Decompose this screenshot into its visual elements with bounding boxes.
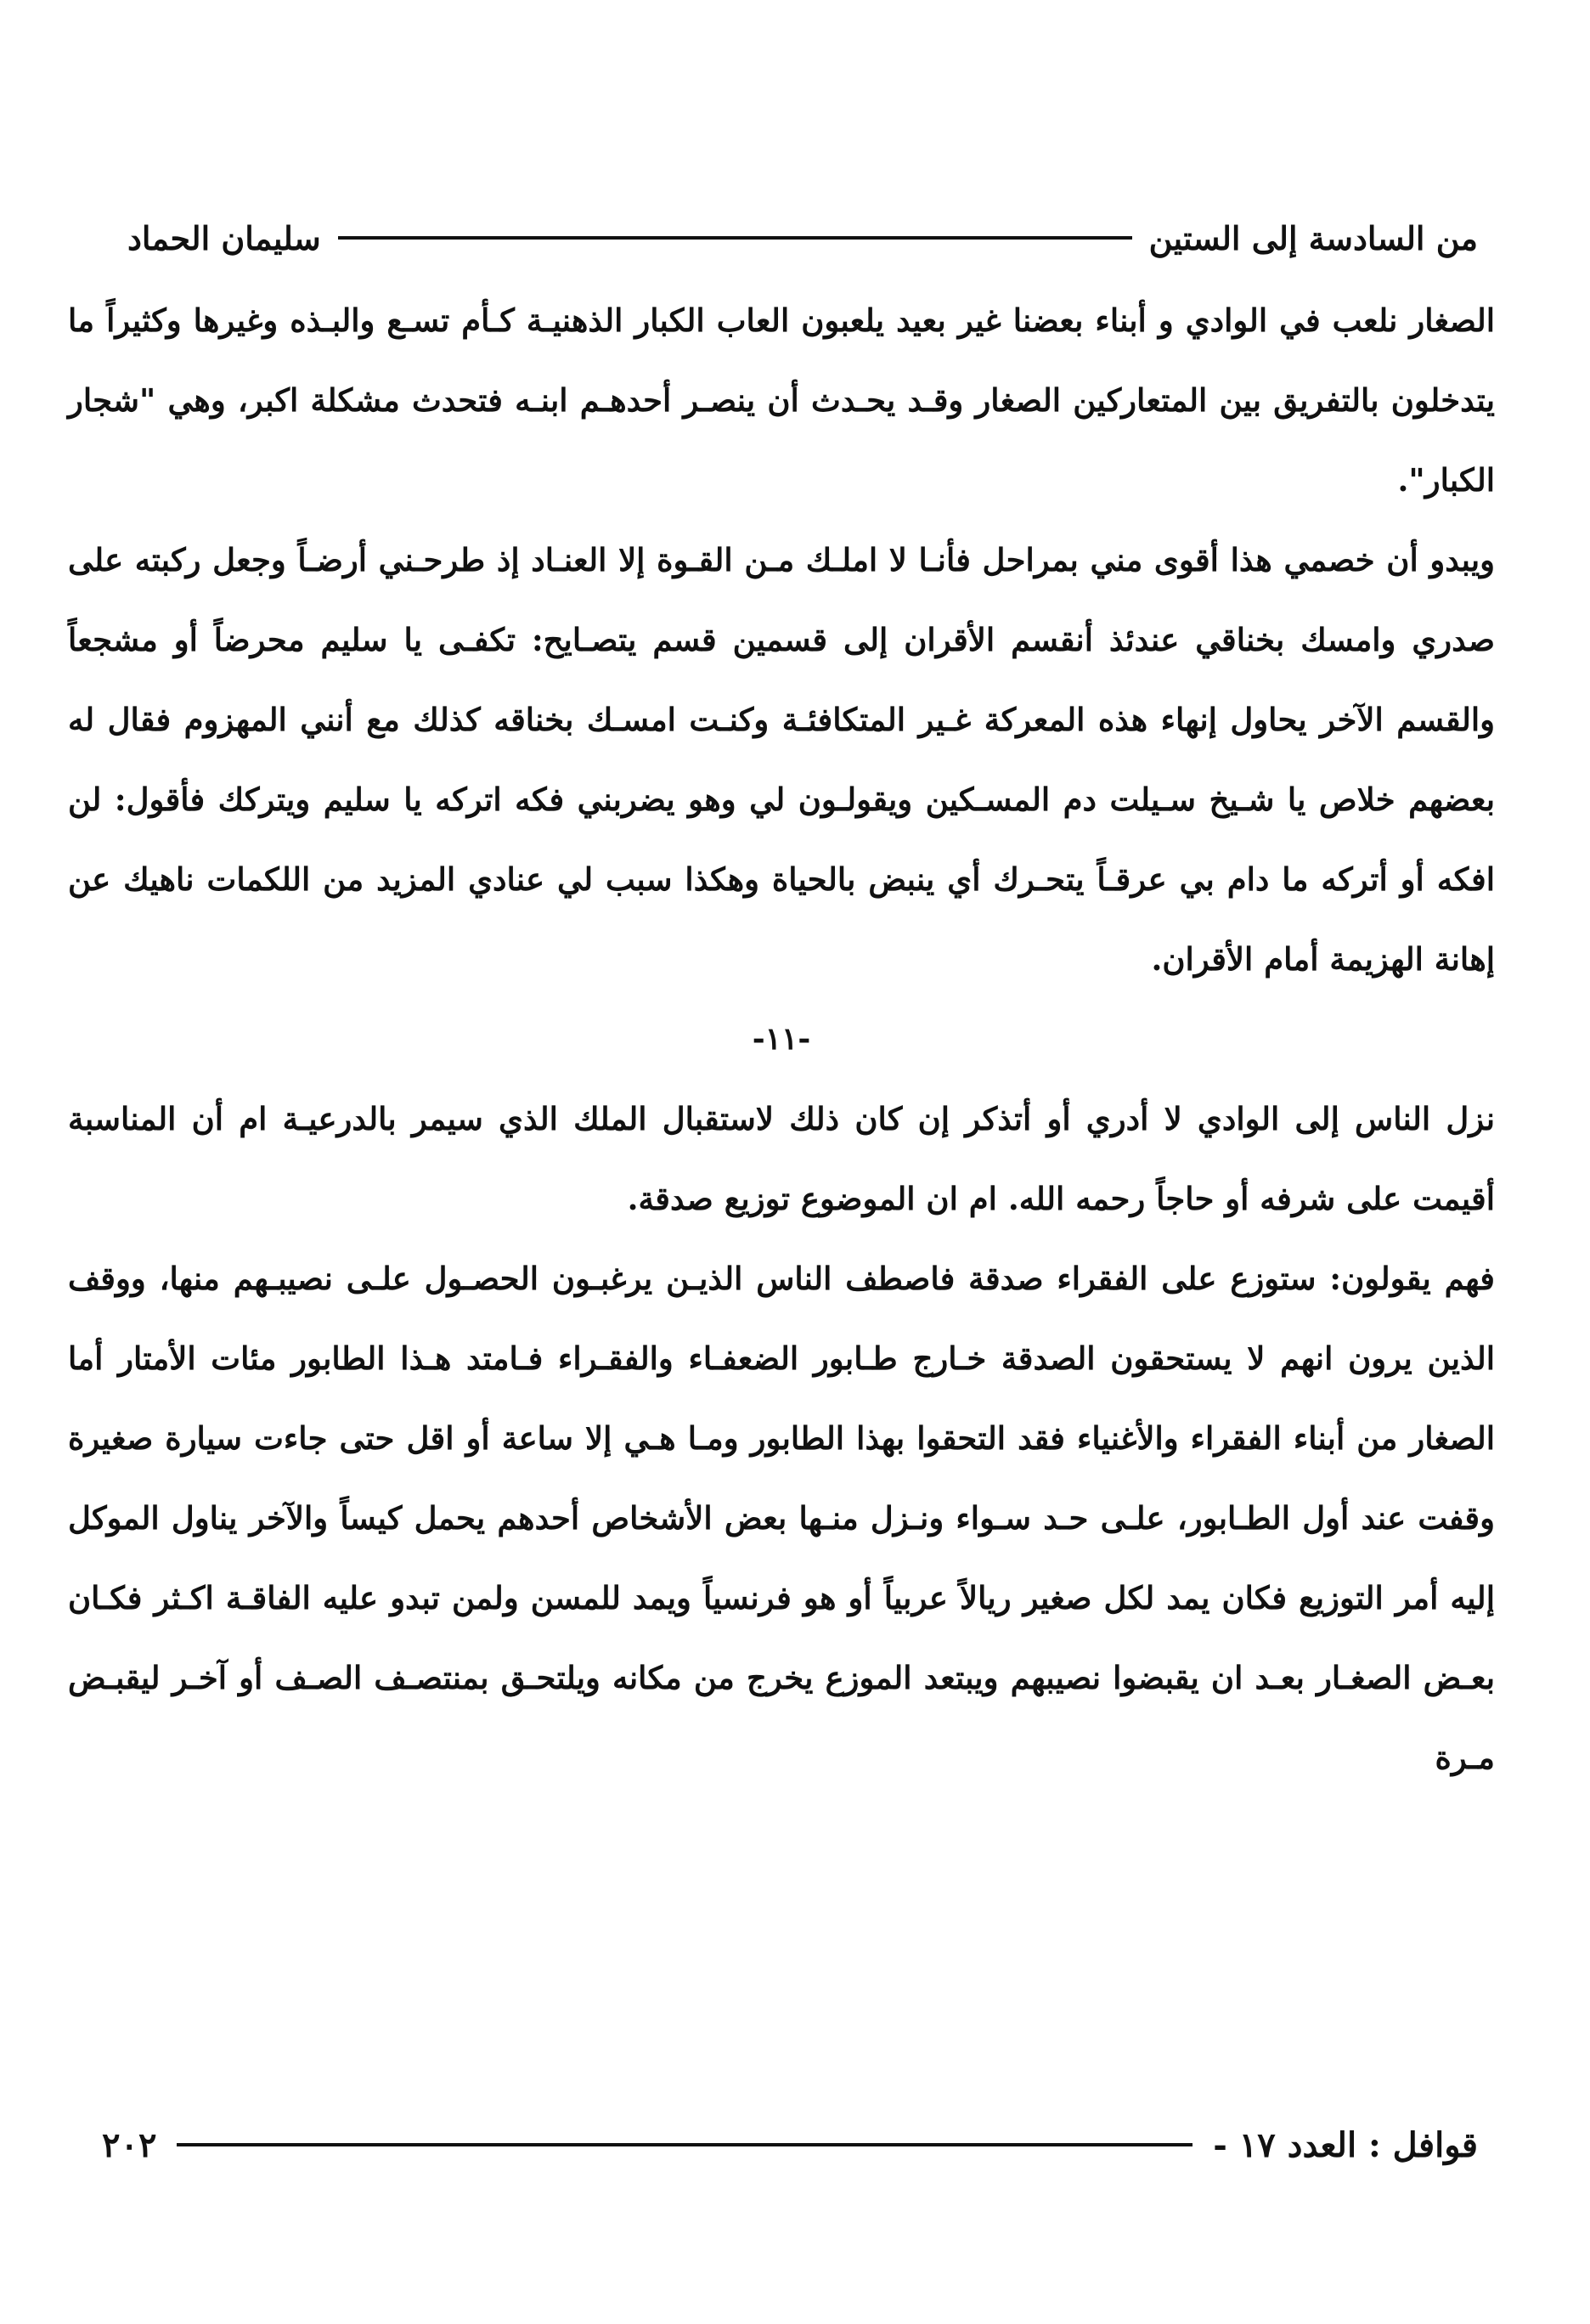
header-rule (338, 236, 1132, 240)
footer-rule (177, 2143, 1192, 2146)
footer-journal-issue: قوافل : العدد ١٧ - (1213, 2124, 1478, 2165)
paragraph: فهم يقولون: ستوزع على الفقراء صدقة فاصطف الناس الذيـن يرغبـون الحصـول علـى نصيبـهم منها، ووقف الذين يرون انهم لا يستحقون الصدقة خـارج طـابور الضعفـاء والفقـراء فـامتد هـذا الطابور مئات الأمتار أما الصغار من أبناء الفقراء والأغنياء فقد التحقوا بهذا الطابور ومـا هـي إلا ساعة أو اقل حتى جاءت سيارة صغيرة وقفت عند أول الطـابور، علـى حـد سـواء ونـزل منـها بعض الأشخاص أحدهم يحمل كيساً والآخر يناول الموكل إليه أمر التوزيع فكان يمد لكل صغير ريالاً عربياً أو هو فرنسياً ويمد للمسن ولمن تبدو عليه الفاقـة اكـثر فكـان بعـض الصغـار بعـد ان يقبضوا نصيبهم ويبتعد الموزع يخرج من مكانه ويلتحـق بمنتصـف الصـف أو آخـر ليقبـض مـرة (68, 1260, 1495, 1776)
header-author-name: سليمان الحماد (127, 218, 321, 257)
page-footer (102, 2115, 1478, 2175)
header-chapter-title: من السادسة إلى الستين (1148, 218, 1478, 257)
paragraph: الصغار نلعب في الوادي و أبناء بعضنا غير بعيد يلعبون العاب الكبار الذهنيـة كـأم تسـع والبـذه وغيرها وكثيراً ما يتدخلون بالتفريق بين المتعاركين الصغار وقـد يحـدث أن ينصـر أحدهـم ابنـه فتحدث مشكلة اكبر، وهي "شجار الكبار". (68, 302, 1495, 499)
page-number: ٢٠٢ (102, 2124, 157, 2165)
running-header (127, 212, 1478, 263)
section-number: -١١- (752, 1021, 811, 1057)
paragraph: ويبدو أن خصمي هذا أقوى مني بمراحل فأنـا لا املـك مـن القـوة إلا العنـاد إذ طرحـني أرضـاً وجعل ركبته على صدري وامسك بخناقي عندئذ أنقسم الأقران إلى قسمين قسم يتصـايح: تكفـى يا سليم محرضاً أو مشجعاً والقسم الآخر يحاول إنهاء هذه المعركة غـير المتكافئـة وكنـت امسـك بخناقه كذلك مع أنني المهزوم فقال له بعضهم خلاص يا شـيخ سـيلت دم المسـكين ويقولـون لي وهو يضربني فكه اتركه يا سليم ويتركك فأقول: لن افكه أو أتركه ما دام بي عرقـاً يتحـرك أي ينبض بالحياة وهكذا سبب لي عنادي المزيد من اللكمات ناهيك عن إهانة الهزيمة أمام الأقران. (68, 541, 1495, 978)
body-text (68, 280, 1495, 1797)
paragraph: نزل الناس إلى الوادي لا أدري أو أتذكر إن كان ذلك لاستقبال الملك الذي سيمر بالدرعيـة ام أن المناسبة أقيمت على شرفه أو حاجاً رحمه الله. ام ان الموضوع توزيع صدقة. (68, 1100, 1495, 1217)
